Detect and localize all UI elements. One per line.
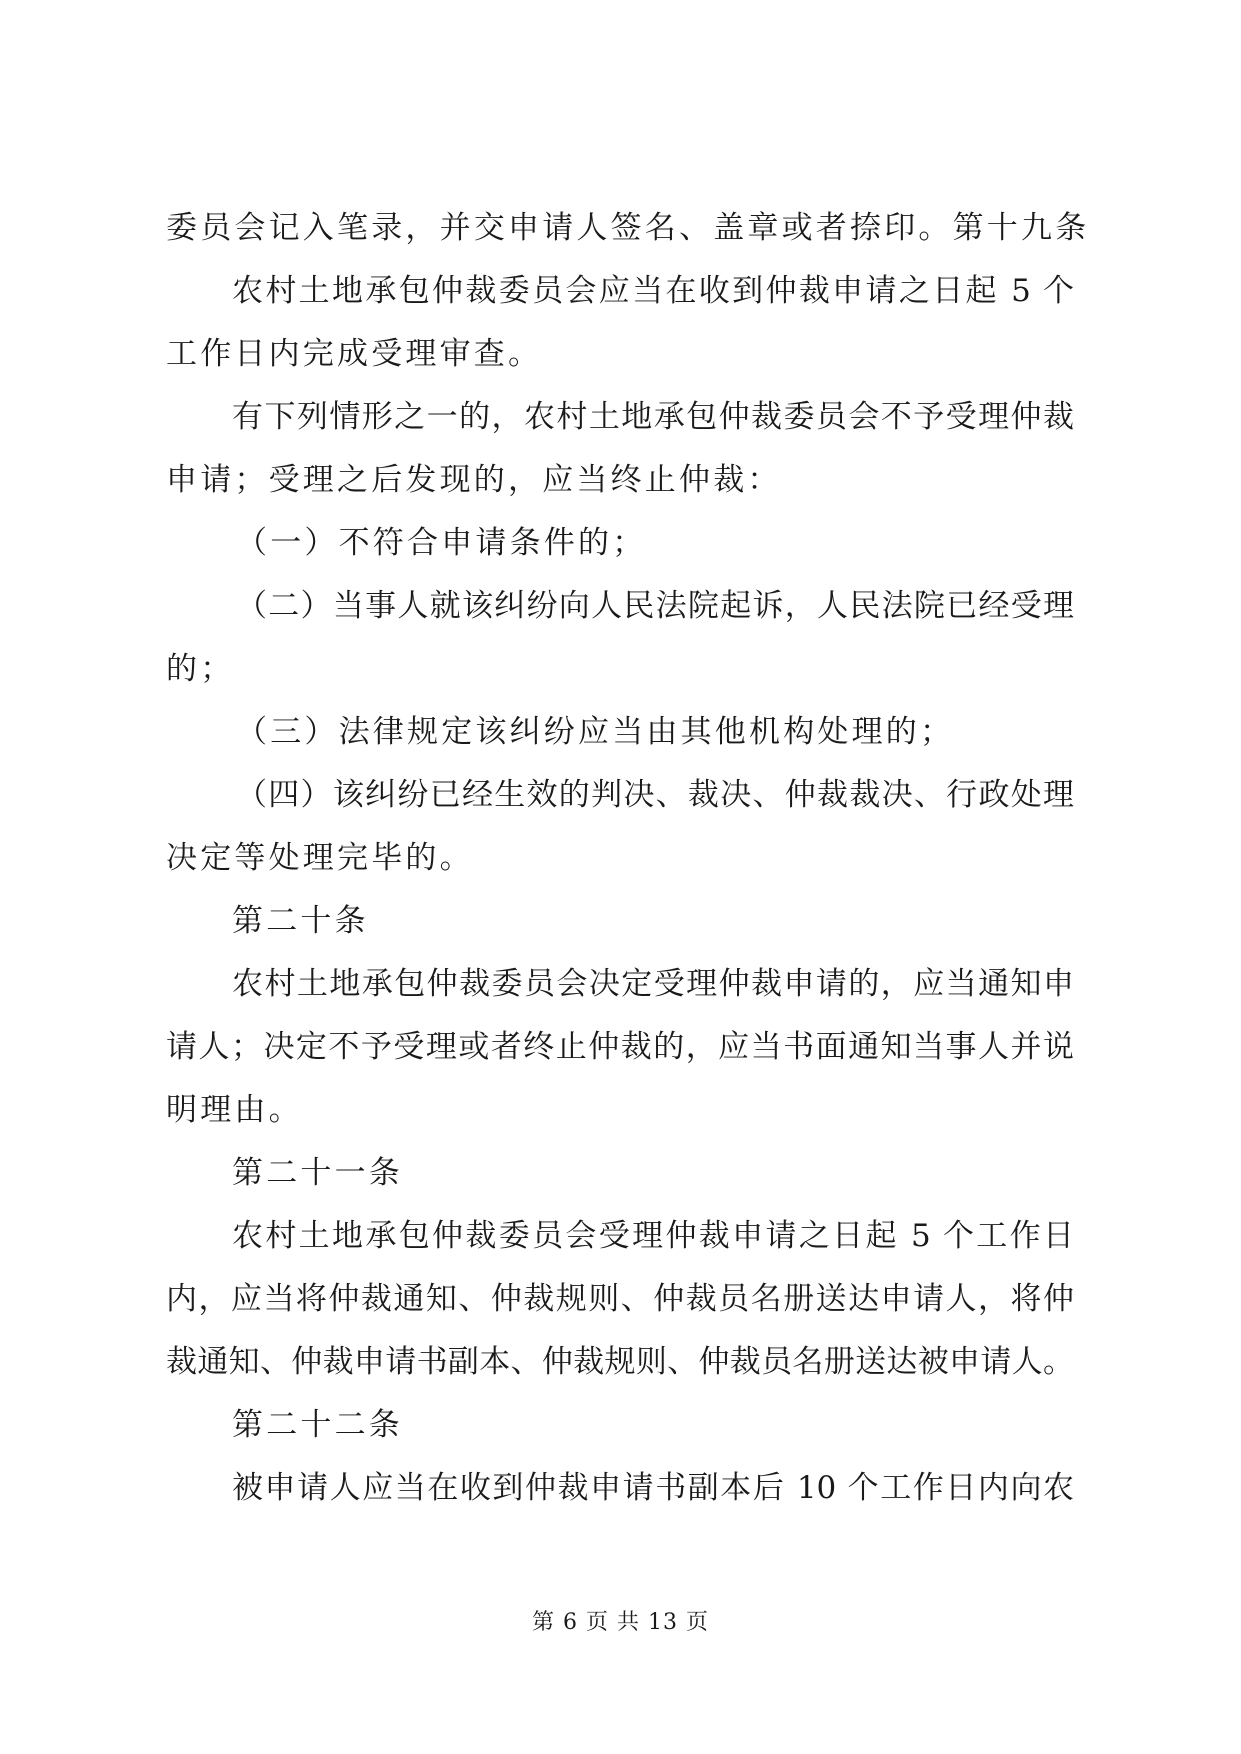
body-line: 工作日内完成受理审查。 (166, 336, 543, 372)
body-line: 明理由。 (166, 1092, 303, 1128)
body-line: 农村土地承包仲裁委员会应当在收到仲裁申请之日起 5 个 (232, 273, 1074, 309)
body-line: 申请；受理之后发现的，应当终止仲裁： (166, 462, 782, 498)
body-line: 决定等处理完毕的。 (166, 840, 474, 876)
page-number-footer: 第 6 页 共 13 页 (532, 1610, 709, 1635)
body-line: 有下列情形之一的，农村土地承包仲裁委员会不予受理仲裁 (232, 399, 1074, 435)
list-item: （三）法律规定该纠纷应当由其他机构处理的； (236, 714, 955, 750)
body-line: 被申请人应当在收到仲裁申请书副本后 10 个工作日内向农 (232, 1470, 1074, 1506)
body-line: 的； (166, 651, 235, 687)
article-heading: 第二十二条 (232, 1407, 403, 1443)
body-line: 委员会记入笔录，并交申请人签名、盖章或者捺印。第十九条 (166, 210, 1090, 246)
list-item: （四）该纠纷已经生效的判决、裁决、仲裁裁决、行政处理 (236, 777, 1074, 813)
body-line: 农村土地承包仲裁委员会决定受理仲裁申请的，应当通知申 (232, 966, 1074, 1002)
body-line: 裁通知、仲裁申请书副本、仲裁规则、仲裁员名册送达被申请人。 (166, 1344, 1074, 1380)
body-line: 农村土地承包仲裁委员会受理仲裁申请之日起 5 个工作日 (232, 1218, 1074, 1254)
article-heading: 第二十一条 (232, 1155, 403, 1191)
body-line: 内，应当将仲裁通知、仲裁规则、仲裁员名册送达申请人，将仲 (166, 1281, 1074, 1317)
list-item: （二）当事人就该纠纷向人民法院起诉，人民法院已经受理 (236, 588, 1074, 624)
article-heading: 第二十条 (232, 903, 369, 939)
list-item: （一）不符合申请条件的； (236, 525, 647, 561)
body-line: 请人；决定不予受理或者终止仲裁的，应当书面通知当事人并说 (166, 1029, 1074, 1065)
